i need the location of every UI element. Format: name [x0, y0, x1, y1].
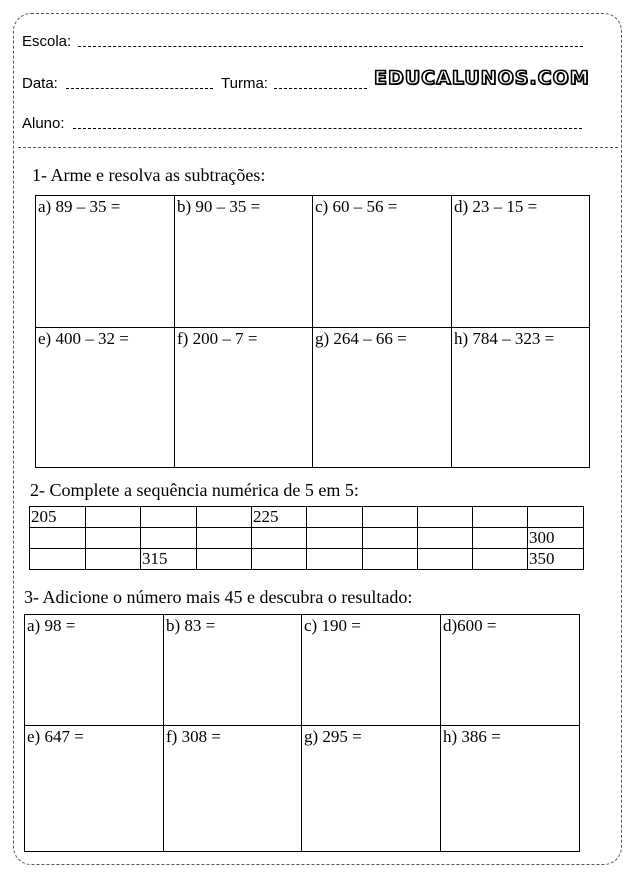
grid-cell-c[interactable]: c) 190 =: [302, 615, 441, 726]
sequence-cell[interactable]: [30, 528, 86, 549]
sequence-cell[interactable]: [473, 507, 528, 528]
sequence-cell[interactable]: [197, 507, 252, 528]
grid-cell-d[interactable]: d) 23 – 15 =: [452, 196, 590, 328]
section3-title: 3- Adicione o número mais 45 e descubra o resultado:: [24, 587, 413, 607]
sequence-cell[interactable]: [418, 549, 473, 570]
sequence-cell[interactable]: [86, 507, 141, 528]
grid-cell-h[interactable]: h) 386 =: [441, 726, 580, 852]
section1-title: 1- Arme e resolva as subtrações:: [32, 165, 266, 185]
school-label: Escola:: [22, 33, 72, 50]
sequence-cell[interactable]: [197, 528, 252, 549]
grid-cell-h[interactable]: h) 784 – 323 =: [452, 328, 590, 468]
grid-cell-a[interactable]: a) 98 =: [25, 615, 164, 726]
sequence-cell[interactable]: [197, 549, 252, 570]
subtraction-grid: [35, 195, 590, 468]
student-line[interactable]: [73, 128, 582, 129]
grid-cell-b[interactable]: b) 90 – 35 =: [175, 196, 313, 328]
grid-cell-e[interactable]: e) 647 =: [25, 726, 164, 852]
sequence-cell[interactable]: [363, 549, 418, 570]
sequence-cell[interactable]: [528, 507, 584, 528]
sequence-cell[interactable]: 300: [528, 528, 584, 549]
grid-cell-a[interactable]: a) 89 – 35 =: [36, 196, 175, 328]
sequence-cell[interactable]: [30, 549, 86, 570]
addition-grid: [24, 614, 580, 852]
date-label: Data:: [22, 75, 58, 92]
sequence-cell[interactable]: [307, 507, 363, 528]
sequence-cell[interactable]: [307, 528, 363, 549]
grid-cell-f[interactable]: f) 308 =: [164, 726, 302, 852]
sequence-cell[interactable]: 205: [30, 507, 86, 528]
class-line[interactable]: [274, 88, 367, 89]
header-separator: [18, 147, 618, 148]
sequence-cell[interactable]: [363, 507, 418, 528]
sequence-cell[interactable]: 350: [528, 549, 584, 570]
sequence-cell[interactable]: [141, 507, 197, 528]
sequence-cell[interactable]: [141, 528, 197, 549]
sequence-cell[interactable]: [418, 507, 473, 528]
brand-logo: EDUCALUNOS.COM: [374, 67, 590, 89]
grid-cell-c[interactable]: c) 60 – 56 =: [313, 196, 452, 328]
sequence-cell[interactable]: [86, 528, 141, 549]
sequence-cell[interactable]: [363, 528, 418, 549]
grid-cell-d[interactable]: d)600 =: [441, 615, 580, 726]
sequence-cell[interactable]: [252, 528, 307, 549]
sequence-cell[interactable]: [473, 528, 528, 549]
grid-cell-b[interactable]: b) 83 =: [164, 615, 302, 726]
sequence-cell[interactable]: [86, 549, 141, 570]
section2-title: 2- Complete a sequência numérica de 5 em 5:: [30, 480, 359, 500]
sequence-cell[interactable]: [252, 549, 307, 570]
school-line[interactable]: [78, 46, 583, 47]
grid-cell-f[interactable]: f) 200 – 7 =: [175, 328, 313, 468]
sequence-cell[interactable]: [418, 528, 473, 549]
date-line[interactable]: [66, 88, 213, 89]
student-label: Aluno:: [22, 115, 65, 132]
grid-cell-e[interactable]: e) 400 – 32 =: [36, 328, 175, 468]
grid-cell-g[interactable]: g) 295 =: [302, 726, 441, 852]
sequence-cell[interactable]: [473, 549, 528, 570]
sequence-cell[interactable]: [307, 549, 363, 570]
sequence-table: [29, 506, 584, 570]
class-label: Turma:: [221, 75, 268, 92]
sequence-cell[interactable]: 225: [252, 507, 307, 528]
grid-cell-g[interactable]: g) 264 – 66 =: [313, 328, 452, 468]
sequence-cell[interactable]: 315: [141, 549, 197, 570]
